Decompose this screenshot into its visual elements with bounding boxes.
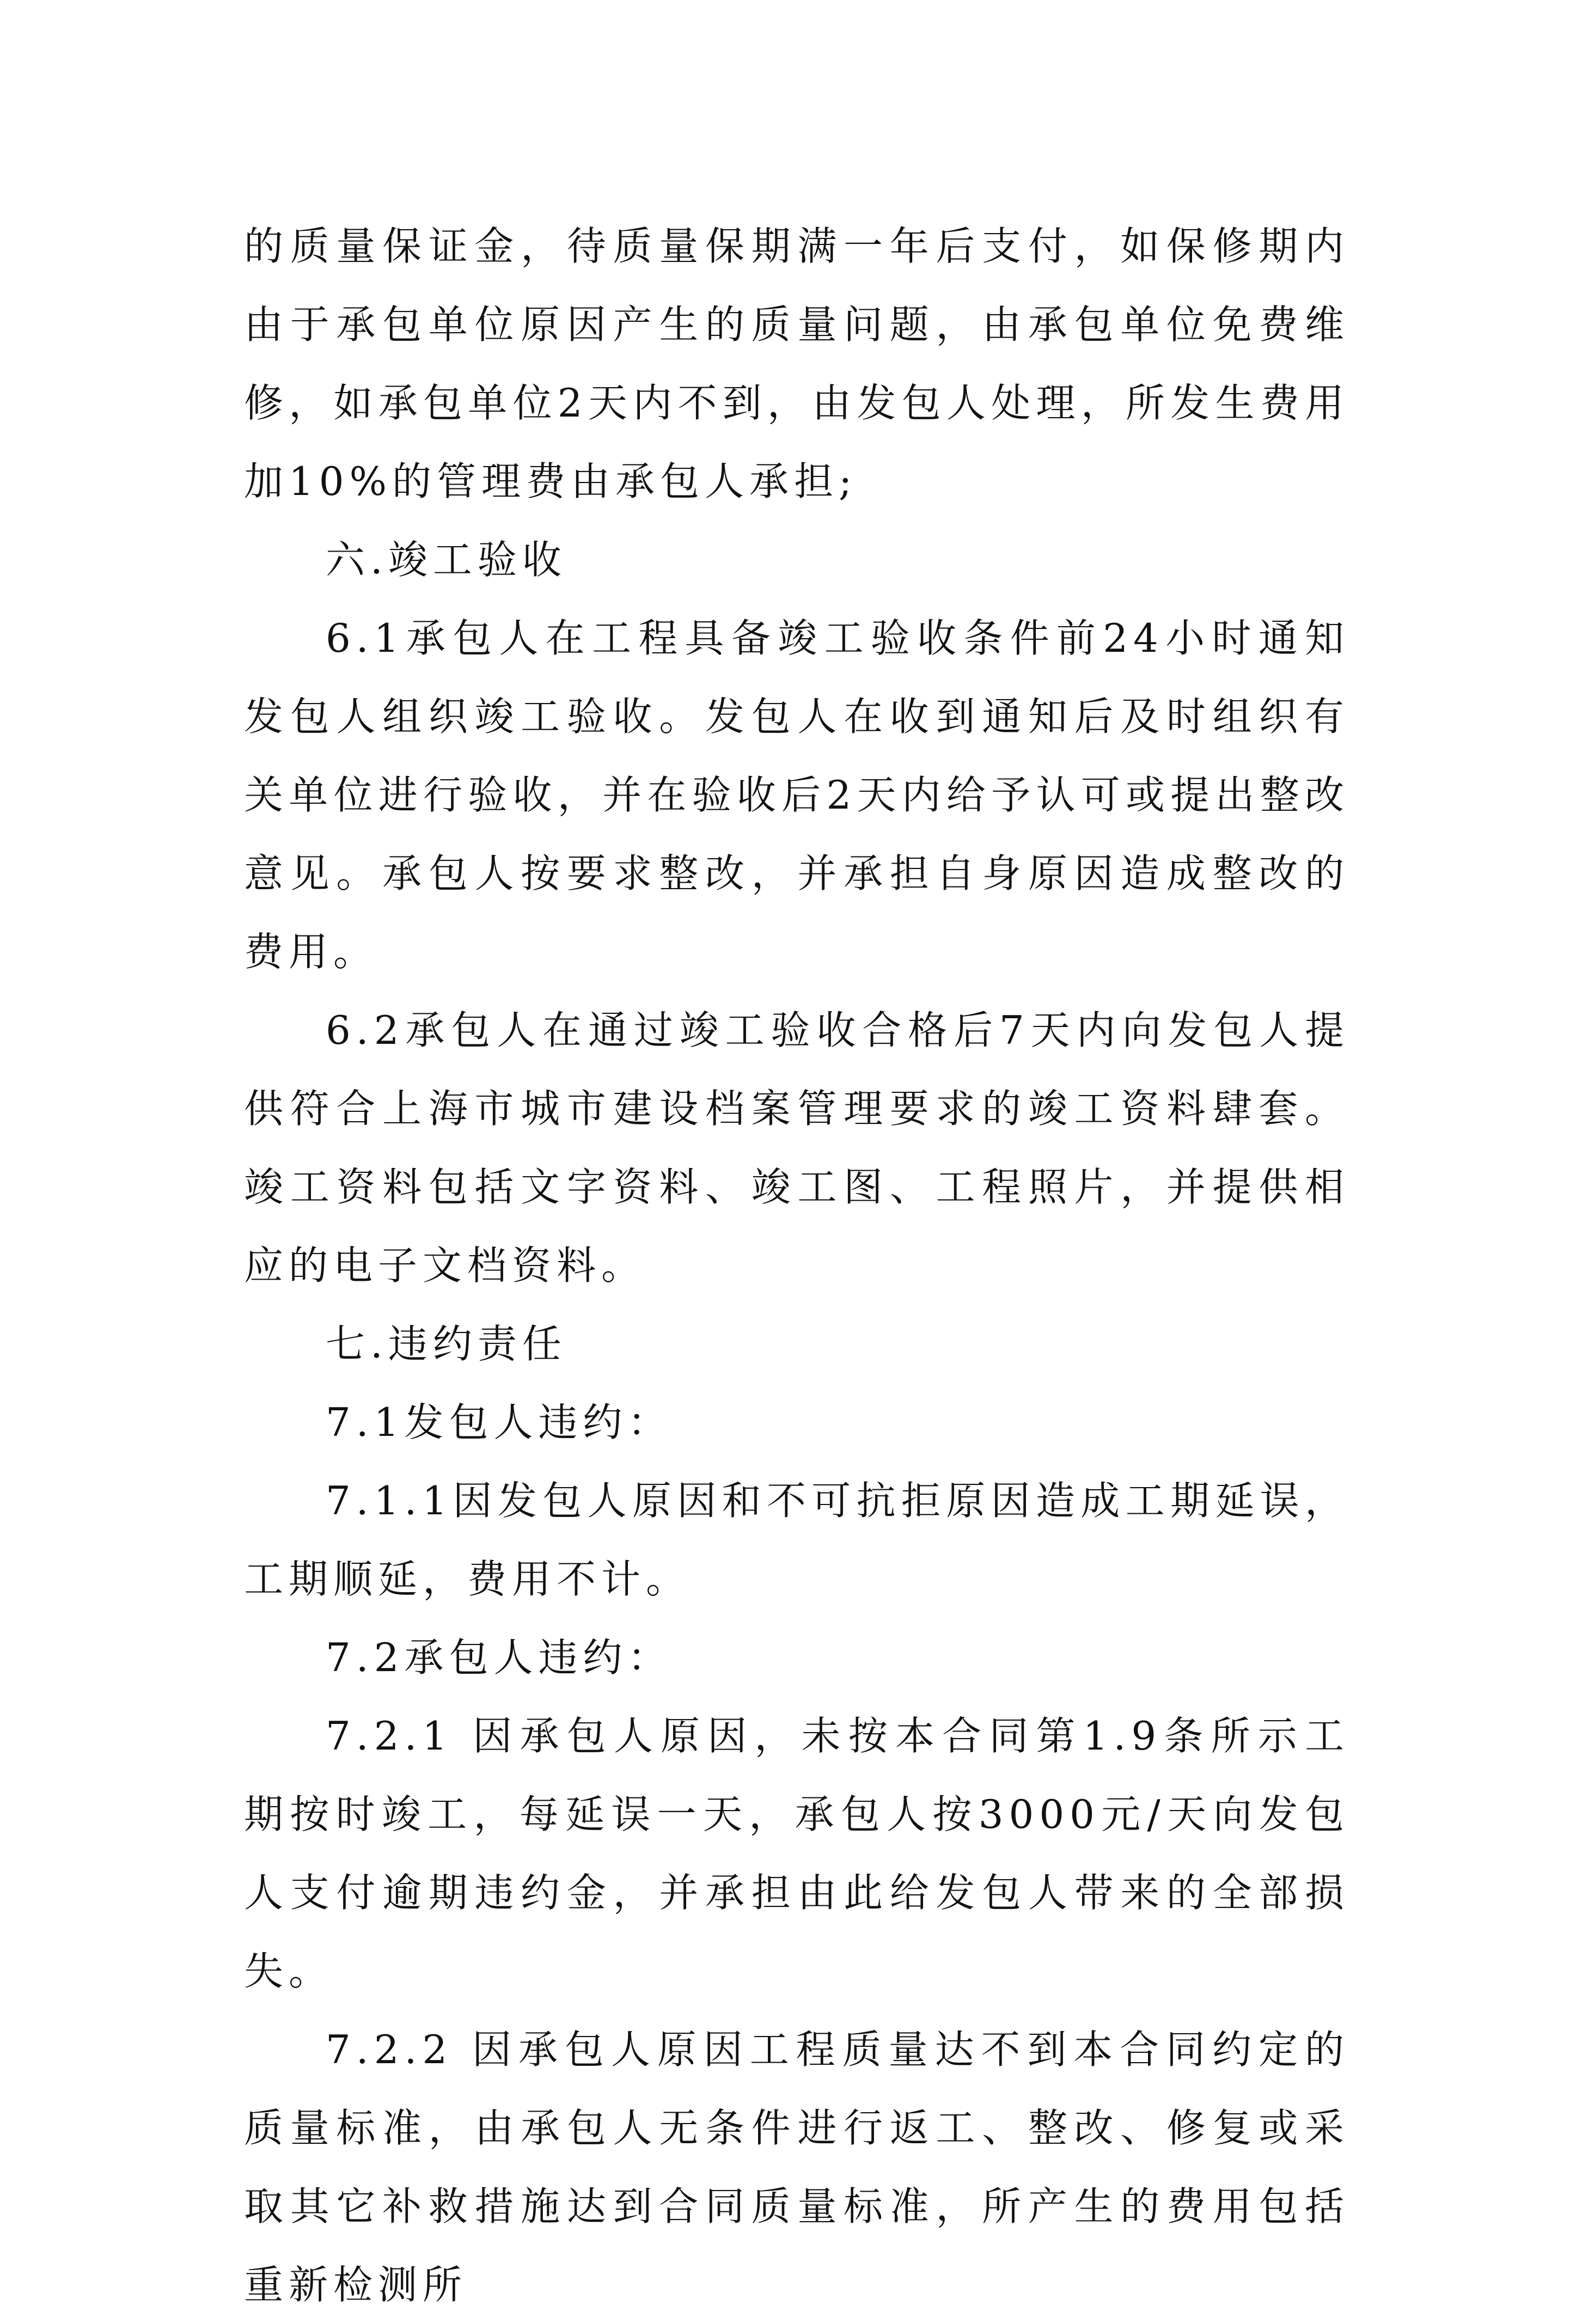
paragraph-quality-guarantee: 的质量保证金，待质量保期满一年后支付，如保修期内由于承包单位原因产生的质量问题，由承包单位免费维修，如承包单位2天内不到，由发包人处理，所发生费用加10%的管理费由承包人承担; bbox=[244, 223, 1349, 504]
clause-7-2-2: 7.2.2 因承包人原因工程质量达不到本合同约定的质量标准，由承包人无条件进行返工、整改、修复或采取其它补救措施达到合同质量标准，所产生的费用包括重新检测所 bbox=[244, 2027, 1349, 2308]
section-heading-completion-acceptance: 六.竣工验收 bbox=[326, 537, 567, 583]
clause-7-2-1: 7.2.1 因承包人原因，未按本合同第1.9条所示工期按时竣工，每延误一天，承包人按3000元/天向发包人支付逾期违约金，并承担由此给发包人带来的全部损失。 bbox=[244, 1713, 1349, 1994]
clause-6-1: 6.1承包人在工程具备竣工验收条件前24小时通知发包人组织竣工验收。发包人在收到通知后及时组织有关单位进行验收，并在验收后2天内给予认可或提出整改意见。承包人按要求整改，并承担自身原因造成整改的费用。 bbox=[244, 615, 1349, 975]
clause-7-1-1: 7.1.1因发包人原因和不可抗拒原因造成工期延误，工期顺延，费用不计。 bbox=[244, 1478, 1349, 1602]
clause-7-2: 7.2承包人违约： bbox=[326, 1635, 673, 1680]
clause-7-1: 7.1发包人违约： bbox=[326, 1399, 673, 1445]
clause-6-2: 6.2承包人在通过竣工验收合格后7天内向发包人提供符合上海市城市建设档案管理要求的竣工资料肆套。竣工资料包括文字资料、竣工图、工程照片，并提供相应的电子文档资料。 bbox=[244, 1007, 1349, 1288]
section-heading-breach-liability: 七.违约责任 bbox=[326, 1321, 567, 1367]
document-body bbox=[244, 207, 1349, 2324]
